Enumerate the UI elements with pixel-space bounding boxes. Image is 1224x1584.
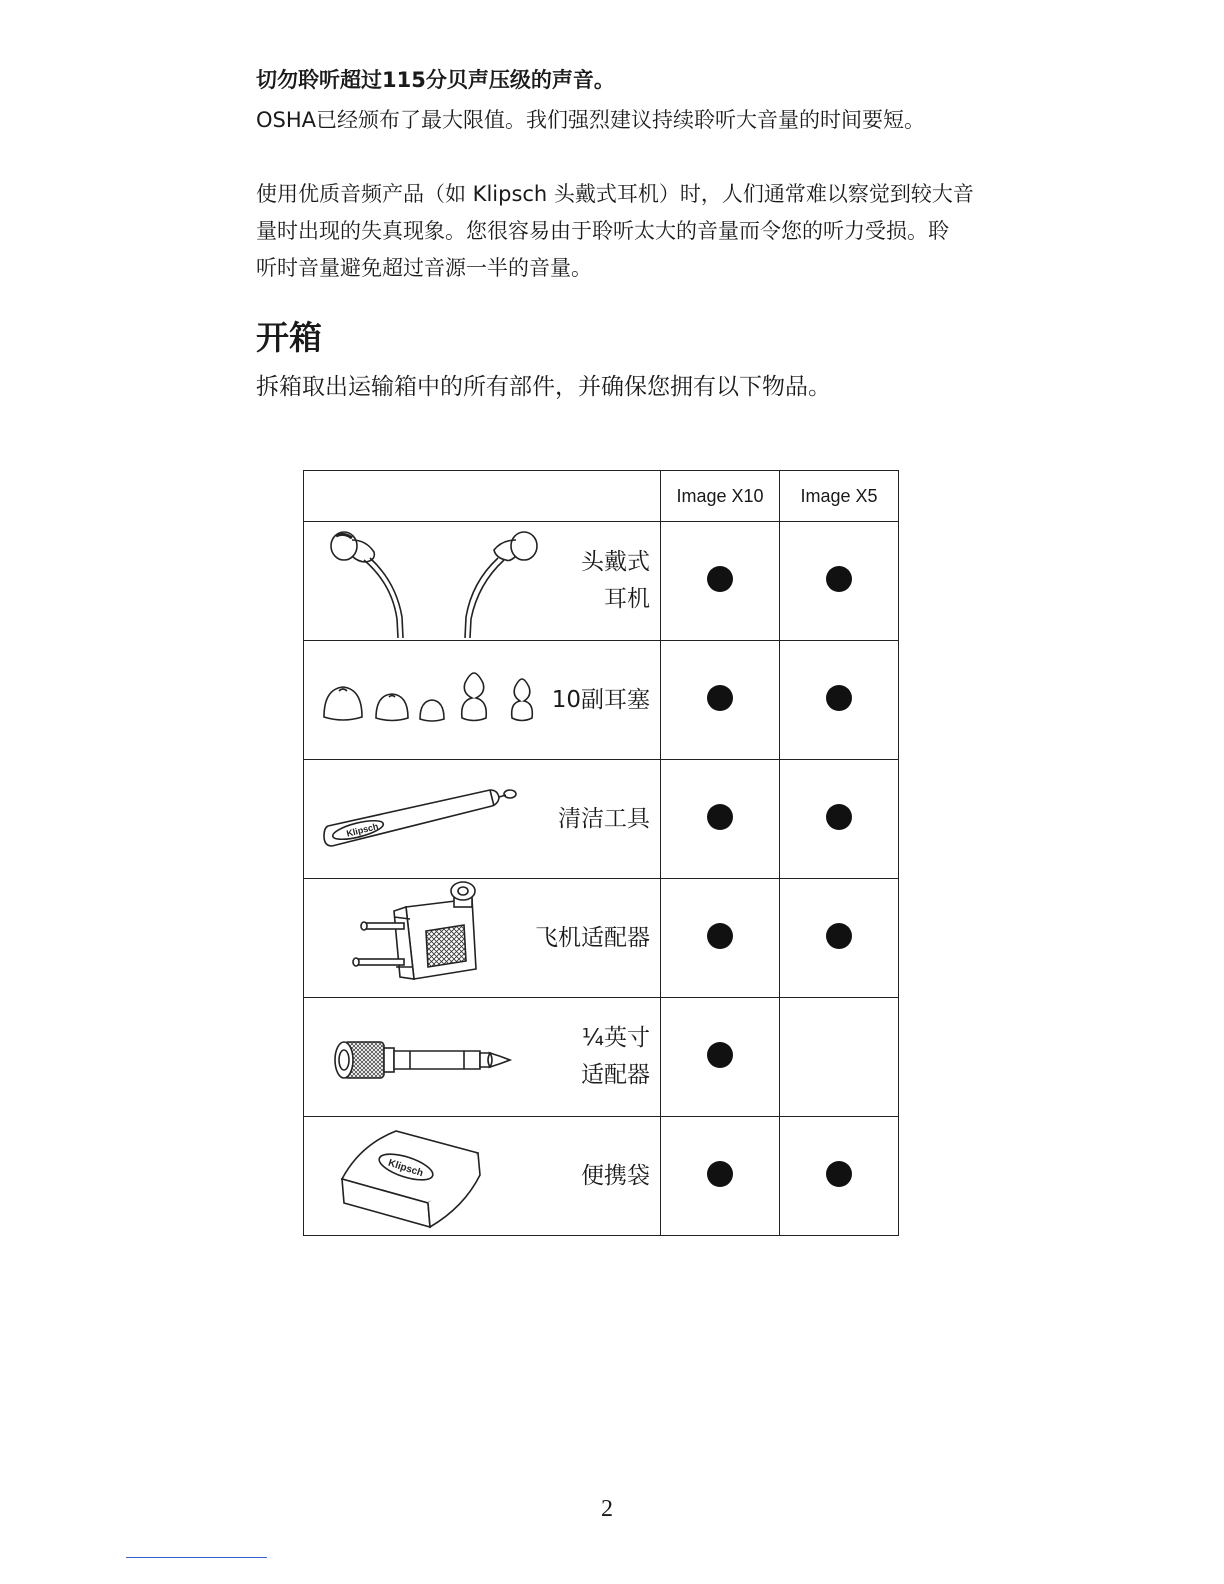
item-label: 头戴式 耳机 [581, 549, 650, 612]
item-label: 飞机适配器 [535, 924, 650, 951]
mark-cell-x5 [780, 760, 899, 879]
item-label: 清洁工具 [558, 805, 650, 832]
item-cell [304, 1117, 661, 1236]
included-dot-icon [826, 1161, 852, 1187]
klipsch-logo: Klipsch [386, 1157, 425, 1180]
included-dot-icon [826, 923, 852, 949]
carrying-case-icon [314, 1117, 554, 1235]
item-cell [304, 522, 661, 641]
included-dot-icon [707, 685, 733, 711]
included-dot-icon [707, 1042, 733, 1068]
mark-cell-x10 [661, 641, 780, 760]
mark-cell-x10 [661, 522, 780, 641]
mark-cell-x5 [780, 998, 899, 1117]
airplane-adapter-icon [314, 879, 554, 997]
page-number: 2 [601, 1496, 613, 1522]
item-cell [304, 879, 661, 998]
warning-text: OSHA已经颁布了最大限值。我们强烈建议持续聆听大音量的时间要短。 [256, 108, 926, 132]
item-label: 10副耳塞 [551, 686, 650, 713]
paragraph-line: 听时音量避免超过音源一半的音量。 [256, 256, 592, 280]
item-cell [304, 998, 661, 1117]
paragraph-line: 量时出现的失真现象。您很容易由于聆听太大的音量而令您的听力受损。聆 [256, 219, 949, 243]
mark-cell-x5 [780, 522, 899, 641]
item-label: 便携袋 [581, 1162, 650, 1189]
package-contents-table [303, 470, 899, 1236]
mark-cell-x10 [661, 1117, 780, 1236]
included-dot-icon [826, 566, 852, 592]
ear-tips-icon [314, 641, 554, 759]
included-dot-icon [707, 566, 733, 592]
section-intro: 拆箱取出运输箱中的所有部件，并确保您拥有以下物品。 [256, 374, 831, 400]
included-dot-icon [826, 804, 852, 830]
quarter-inch-adapter-icon [314, 998, 554, 1116]
cleaning-tool-icon [314, 760, 554, 878]
included-dot-icon [707, 804, 733, 830]
included-dot-icon [707, 923, 733, 949]
warning-title: 切勿聆听超过115分贝声压级的声音。 [256, 68, 615, 92]
section-heading: 开箱 [256, 318, 322, 357]
table-row [304, 1117, 899, 1236]
included-dot-icon [707, 1161, 733, 1187]
item-label: ¼英寸 适配器 [581, 1025, 650, 1088]
klipsch-logo: Klipsch [345, 821, 380, 839]
table-header-row [304, 471, 899, 522]
table-row [304, 760, 899, 879]
footer-rule [126, 1557, 267, 1558]
table-row [304, 522, 899, 641]
mark-cell-x5 [780, 1117, 899, 1236]
table-row [304, 879, 899, 998]
table-row [304, 998, 899, 1117]
mark-cell-x10 [661, 760, 780, 879]
item-cell [304, 760, 661, 879]
table-row [304, 641, 899, 760]
column-header-x5: Image X5 [780, 471, 899, 522]
earphones-icon [314, 522, 554, 640]
mark-cell-x10 [661, 998, 780, 1117]
header-item-cell [304, 471, 661, 522]
mark-cell-x5 [780, 641, 899, 760]
mark-cell-x10 [661, 879, 780, 998]
paragraph-line: 使用优质音频产品（如 Klipsch 头戴式耳机）时，人们通常难以察觉到较大音 [256, 182, 974, 206]
mark-cell-x5 [780, 879, 899, 998]
included-dot-icon [826, 685, 852, 711]
column-header-x10: Image X10 [661, 471, 780, 522]
usage-paragraph [256, 176, 974, 287]
item-cell [304, 641, 661, 760]
